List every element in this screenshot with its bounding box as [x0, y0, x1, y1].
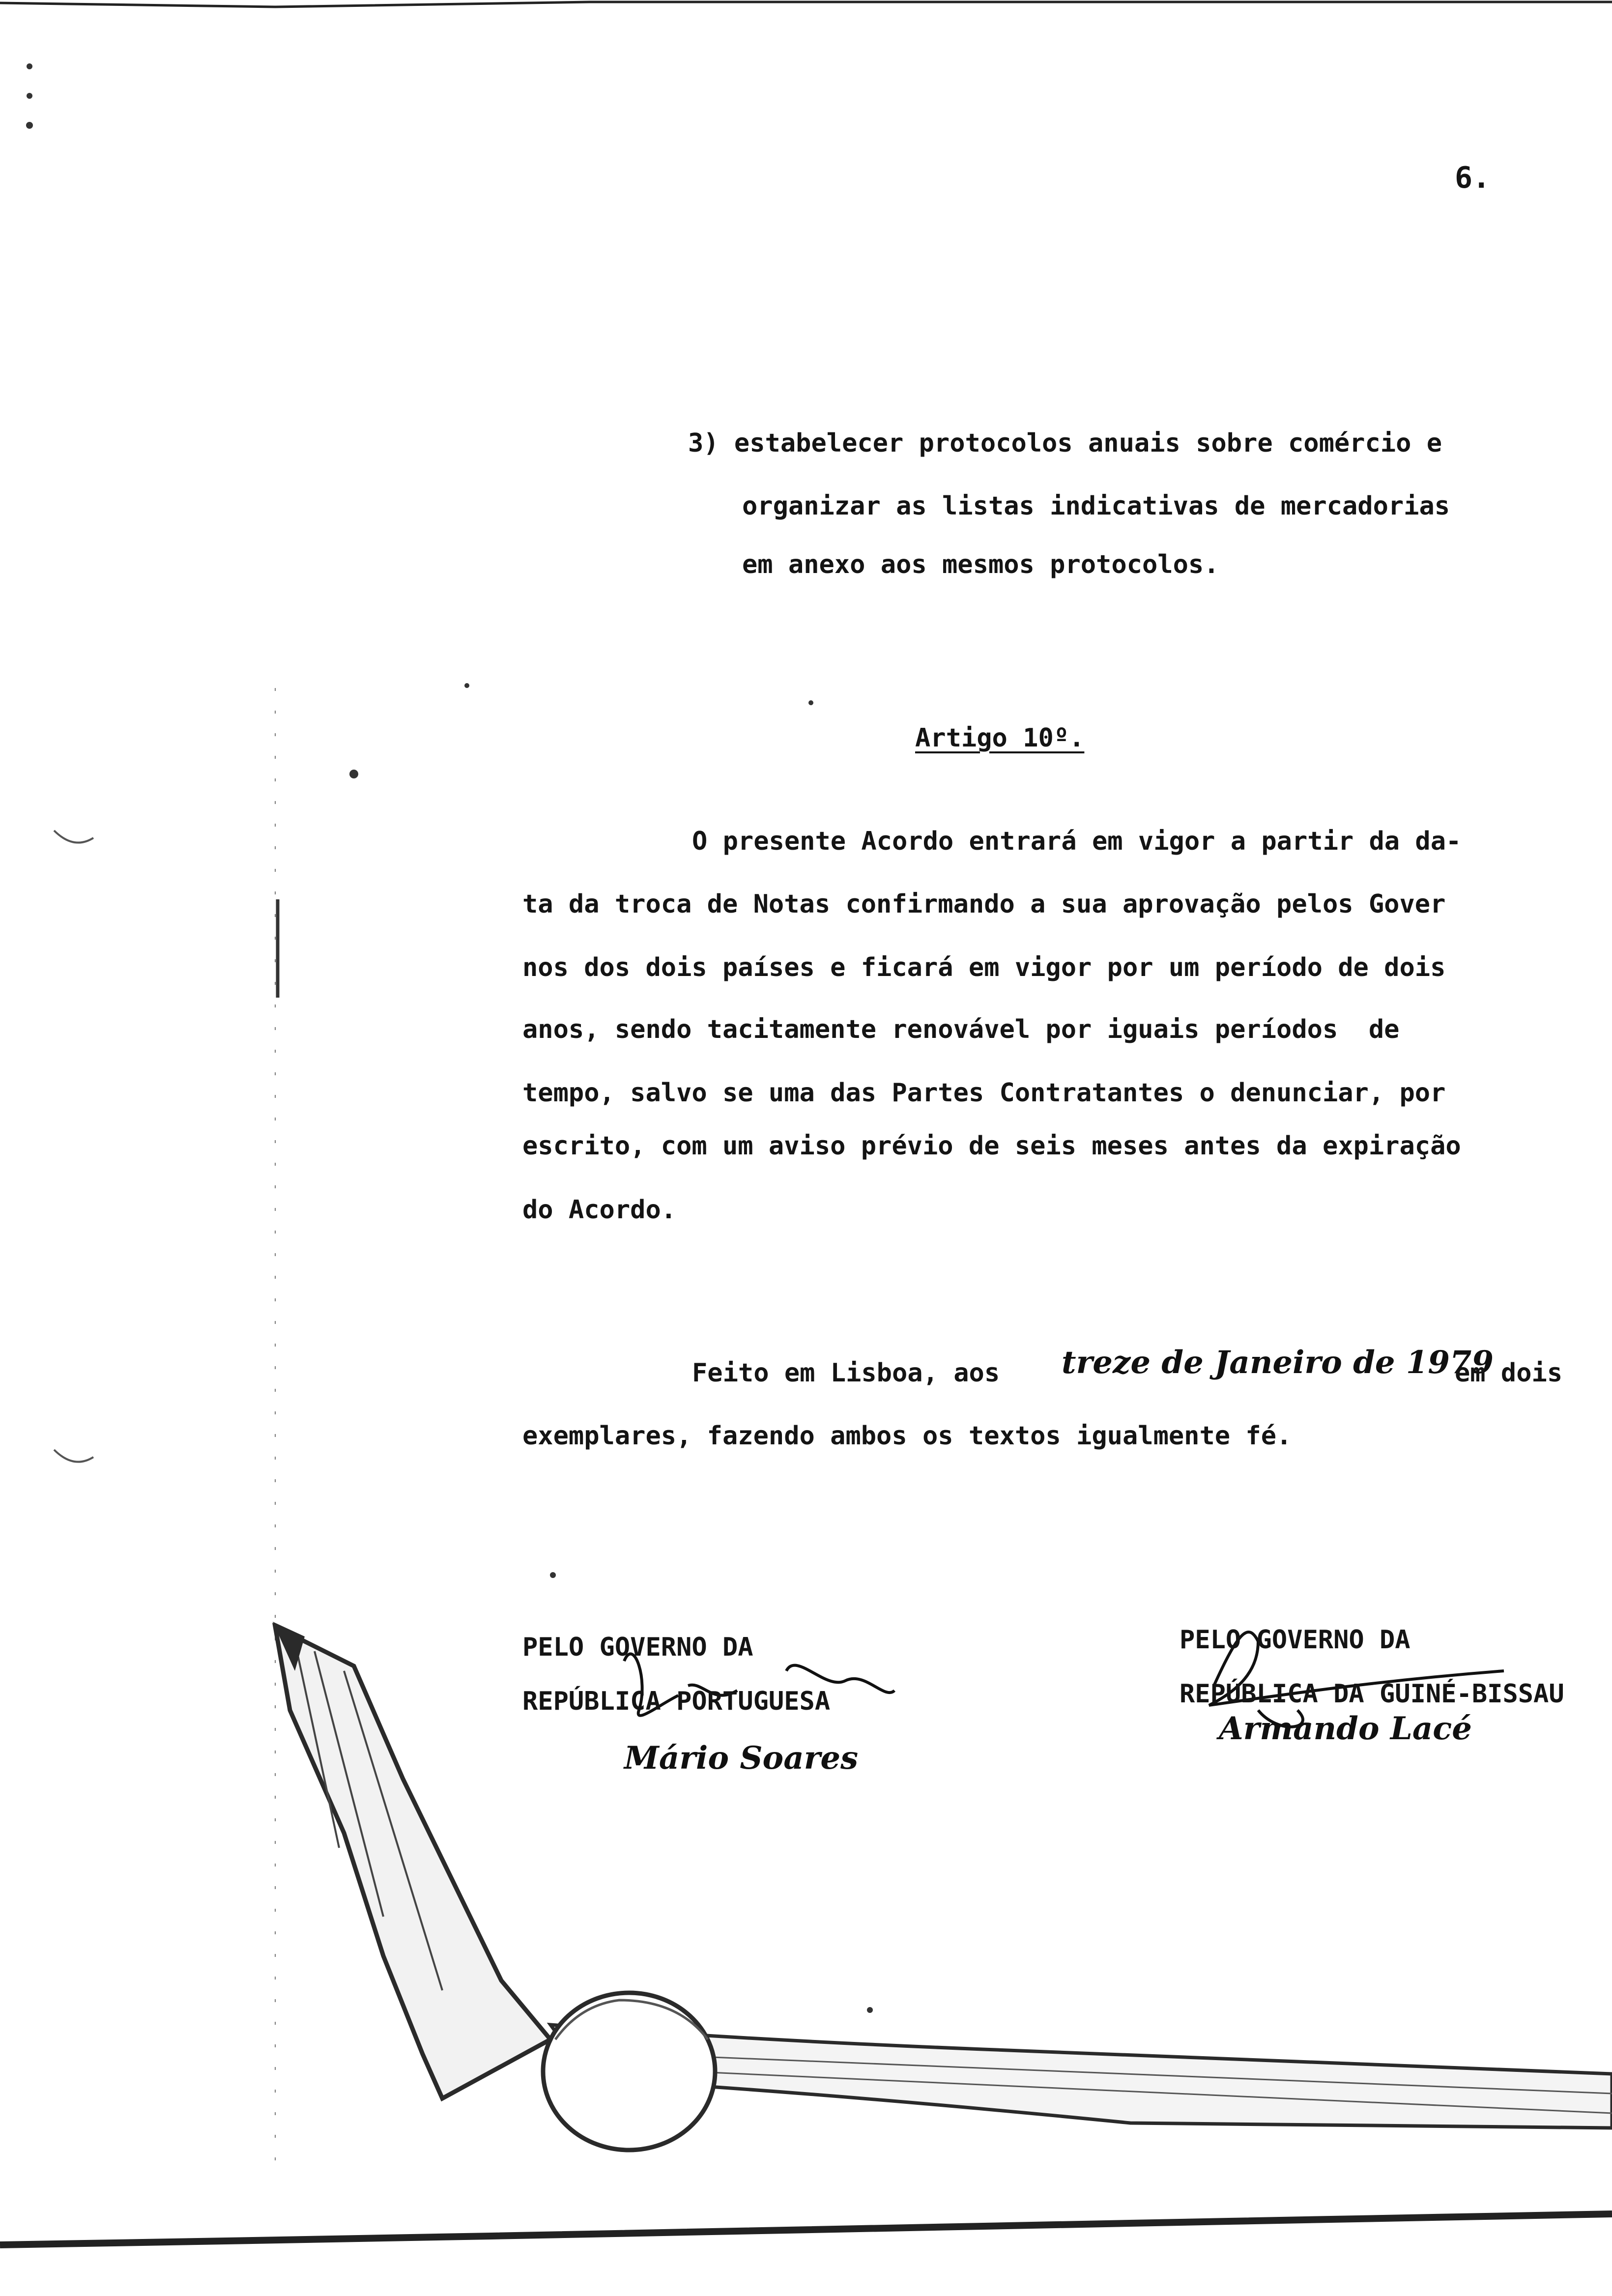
handwritten-date: treze de Janeiro de 1979	[1062, 1344, 1494, 1381]
article-line-2: ta da troca de Notas confirmando a sua aprovação pelos Gover	[522, 890, 1446, 919]
page-number: 6.	[1455, 161, 1491, 195]
article-line-5: tempo, salvo se uma das Partes Contratantes o denunciar, por	[522, 1078, 1446, 1108]
article-line-7: do Acordo.	[522, 1195, 677, 1225]
right-signatory-line-1: PELO GOVERNO DA	[1180, 1625, 1410, 1655]
item3-line-1: 3) estabelecer protocolos anuais sobre comércio e	[688, 429, 1442, 458]
closing-suffix: em dois	[1455, 1358, 1563, 1388]
article-line-1: O presente Acordo entrará em vigor a partir da da-	[692, 827, 1462, 856]
closing-line-2: exemplares, fazendo ambos os textos igualmente fé.	[522, 1421, 1292, 1451]
closing-prefix: Feito em Lisboa, aos	[692, 1358, 1000, 1388]
right-signature: Armando Lacé	[1219, 1710, 1472, 1747]
left-signatory-line-1: PELO GOVERNO DA	[522, 1633, 753, 1662]
item3-line-3: em anexo aos mesmos protocolos.	[742, 550, 1219, 579]
article-heading: Artigo 10º.	[915, 723, 1085, 753]
item3-line-2: organizar as listas indicativas de mercadorias	[742, 491, 1450, 521]
left-signature: Mário Soares	[624, 1740, 859, 1777]
article-line-4: anos, sendo tacitamente renovável por iguais períodos de	[522, 1015, 1400, 1044]
article-line-3: nos dos dois países e ficará em vigor por um período de dois	[522, 953, 1446, 982]
article-line-6: escrito, com um aviso prévio de seis meses antes da expiração	[522, 1131, 1461, 1161]
right-signatory-line-2: REPÚBLICA DA GUINÉ-BISSAU	[1180, 1679, 1564, 1709]
left-signatory-line-2: REPÚBLICA PORTUGUESA	[522, 1687, 831, 1716]
